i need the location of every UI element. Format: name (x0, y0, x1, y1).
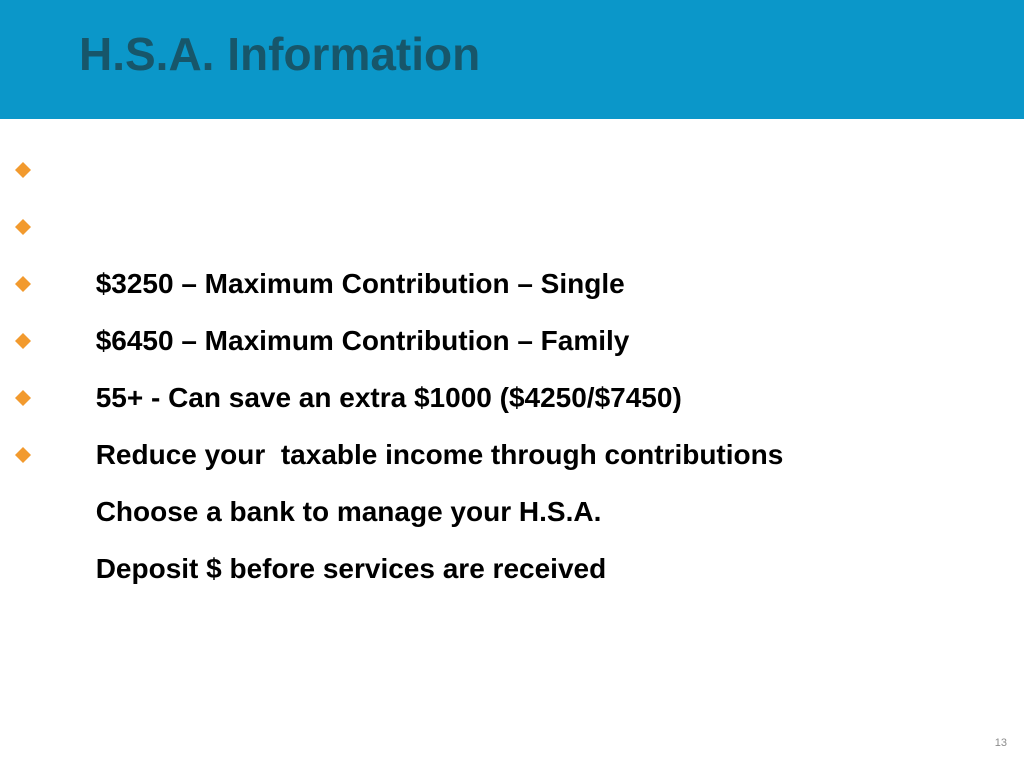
header-band (0, 0, 1024, 119)
orange-diamond-icon (15, 276, 31, 292)
bullet-text: Choose a bank to manage your H.S.A. (95, 496, 602, 527)
orange-diamond-icon (15, 390, 31, 406)
orange-diamond-icon (15, 162, 31, 178)
bullet-list (13, 141, 1003, 584)
bullet-text: 55+ - Can save an extra $1000 ($4250/$7450) (95, 382, 682, 413)
orange-diamond-icon (15, 447, 31, 463)
bullet-text: Reduce your taxable income through contributions (95, 439, 784, 470)
bullet-text: Deposit $ before services are received (95, 553, 607, 584)
orange-diamond-icon (15, 219, 31, 235)
orange-diamond-icon (15, 333, 31, 349)
slide-title: H.S.A. Information (79, 28, 481, 80)
bullet-text: $6450 – Maximum Contribution – Family (95, 325, 630, 356)
bullet-text: $3250 – Maximum Contribution – Single (95, 268, 625, 299)
bullet-item (13, 141, 1003, 299)
page-number: 13 (994, 737, 1007, 749)
